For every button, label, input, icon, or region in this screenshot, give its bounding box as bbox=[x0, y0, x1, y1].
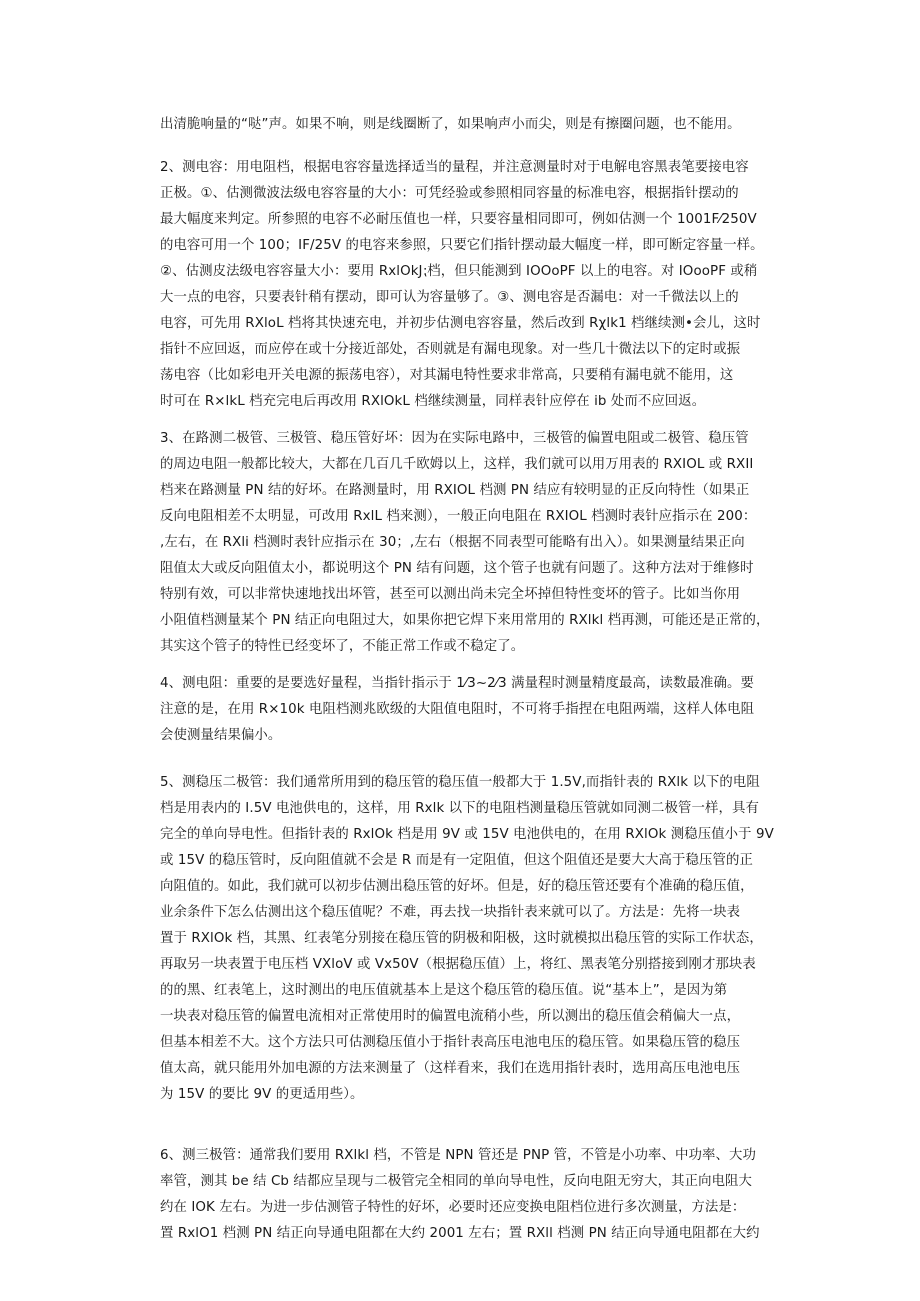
text-line: 反向电阻相差不太明显，可改用 RxlL 档来测），一般正向电阻在 RXIOL 档测时表针应指示在 200： bbox=[160, 509, 757, 524]
text-line: 值太高，就只能用外加电源的方法来测量了（这样看来，我们在选用指针表时，选用高压电池电压 bbox=[160, 1061, 741, 1076]
text-line: 置 RxlO1 档测 PN 结正向导通电阻都在大约 2001 左右；置 RXll 档测 PN 结正向导通电阻都在大约 bbox=[160, 1226, 760, 1241]
text-line: 或 15V 的稳压管时，反向阻值就不会是 R 而是有一定阻值，但这个阻值还是要大大高于稳压管的正 bbox=[160, 853, 753, 868]
text-line: 其实这个管子的特性已经变坏了，不能正常工作或不稳定了。 bbox=[160, 639, 525, 654]
text-line: 5、测稳压二极管：我们通常所用到的稳压管的稳压值一般都大于 1.5V,而指针表的 RXlk 以下的电阻 bbox=[160, 775, 760, 790]
text-line: 出清脆响量的“哒”声。如果不响，则是线圈断了，如果响声小而尖，则是有擦圈问题，也不能用。 bbox=[160, 117, 741, 132]
text-line: 置于 RXlOk 档，其黑、红表笔分别接在稳压管的阴极和阳极，这时就模拟出稳压管的实际工作状态， bbox=[160, 931, 763, 946]
text-line: 档来在路测量 PN 结的好坏。在路测量时，用 RXIOL 档测 PN 结应有较明显的正反向特性（如果正 bbox=[160, 483, 750, 498]
text-line: 向阻值的。如此，我们就可以初步估测出稳压管的好坏。但是，好的稳压管还要有个准确的稳压值， bbox=[160, 879, 754, 894]
paragraph-capacitor-test bbox=[160, 155, 810, 415]
text-line: 会使测量结果偏小。 bbox=[160, 728, 282, 743]
text-line: 阻值太大或反向阻值太小，都说明这个 PN 结有问题，这个管子也就有问题了。这种方法对于维修时 bbox=[160, 561, 754, 576]
paragraph-in-circuit-test bbox=[160, 426, 810, 660]
text-line: 为 15V 的要比 9V 的更适用些）。 bbox=[160, 1087, 364, 1102]
text-line: ,左右，在 RXli 档测时表针应指示在 30；,左右（根据不同表型可能略有出入）。如果测量结果正向 bbox=[160, 535, 745, 550]
text-line: 完全的单向导电性。但指针表的 RxlOk 档是用 9V 或 15V 电池供电的，在用 RXlOk 测稳压值小于 9V bbox=[160, 827, 774, 842]
text-line: 指针不应回返，而应停在或十分接近部处，否则就是有漏电现象。对一些几十微法以下的定时或振 bbox=[160, 342, 741, 357]
text-line: 率管，测其 be 结 Cb 结都应呈现与二极管完全相同的单向导电性，反向电阻无穷大，其正向电阻大 bbox=[160, 1174, 753, 1189]
text-line: 特别有效，可以非常快速地找出坏管，甚至可以测出尚未完全坏掉但特性变坏的管子。比如当你用 bbox=[160, 587, 741, 602]
text-line: 电容，可先用 RXloL 档将其快速充电，并初步估测电容容量，然后改到 Rχlk1 档继续测•会儿，这时 bbox=[160, 316, 761, 331]
text-line: 荡电容（比如彩电开关电源的振荡电容），对其漏电特性要求非常高，只要稍有漏电就不能用，这 bbox=[160, 368, 734, 383]
text-line: 的的黑、红表笔上，这时测出的电压值就基本上是这个稳压管的稳压值。说“基本上”，是因为第 bbox=[160, 983, 728, 998]
text-line: 4、测电阻：重要的是要选好量程，当指针指示于 1⁄3~2⁄3 满量程时测量精度最高，读数最准确。要 bbox=[160, 676, 754, 691]
text-line: 最大幅度来判定。所参照的电容不必耐压值也一样，只要容量相同即可，例如估测一个 1001F⁄250V bbox=[160, 212, 757, 227]
text-line: 3、在路测二极管、三极管、稳压管好坏：因为在实际电路中，三极管的偏置电阻或二极管、稳压管 bbox=[160, 431, 749, 446]
text-line: 大一点的电容，只要表针稍有摆动，即可认为容量够了。③、测电容是否漏电：对一千微法以上的 bbox=[160, 290, 739, 305]
text-line: 档是用表内的 I.5V 电池供电的，这样，用 Rxlk 以下的电阻档测量稳压管就如同测二极管一样，具有 bbox=[160, 801, 759, 816]
text-line: 6、测三极管：通常我们要用 RXlkl 档，不管是 NPN 管还是 PNP 管，不管是小功率、中功率、大功 bbox=[160, 1148, 756, 1163]
text-line: 2、测电容：用电阻档，根据电容容量选择适当的量程，并注意测量时对于电解电容黑表笔要接电容 bbox=[160, 160, 749, 175]
paragraph-resistor-test bbox=[160, 671, 810, 749]
text-line: 注意的是，在用 R×10k 电阻档测兆欧级的大阻值电阻时，不可将手指捏在电阻两端，这样人体电阻 bbox=[160, 702, 755, 717]
text-line: 小阻值档测量某个 PN 结正向电阻过大，如果你把它焊下来用常用的 RXlkl 档再测，可能还是正常的， bbox=[160, 613, 770, 628]
text-line: 正极。①、估测微波法级电容容量的大小：可凭经验或参照相同容量的标准电容，根据指针摆动的 bbox=[160, 186, 739, 201]
text-line: 时可在 R×lkL 档充完电后再改用 RXlOkL 档继续测量，同样表针应停在 ib 处而不应回返。 bbox=[160, 394, 706, 409]
paragraph-continuation bbox=[160, 112, 810, 138]
text-line: 的周边电阻一般都比较大，大都在几百几千欧姆以上，这样，我们就可以用万用表的 RXIOL 或 RXII bbox=[160, 457, 754, 472]
text-line: ②、估测皮法级电容容量大小：要用 RxlOkJ⁏档，但只能测到 IOOoPF 以上的电容。对 IOooPF 或稍 bbox=[160, 264, 758, 279]
paragraph-zener-test bbox=[160, 770, 810, 1108]
text-line: 约在 IOK 左右。为进一步估测管子特性的好坏，必要时还应变换电阻档位进行多次测量，方法是： bbox=[160, 1200, 746, 1215]
paragraph-transistor-test bbox=[160, 1143, 810, 1247]
text-line: 一块表对稳压管的偏置电流相对正常使用时的偏置电流稍小些，所以测出的稳压值会稍偏大一点， bbox=[160, 1009, 741, 1024]
text-line: 业余条件下怎么估测出这个稳压值呢？不难，再去找一块指针表来就可以了。方法是：先将一块表 bbox=[160, 905, 741, 920]
text-line: 再取另一块表置于电压档 VXloV 或 Vx50V（根据稳压值）上，将红、黑表笔分别搭接到刚才那块表 bbox=[160, 957, 756, 972]
text-line: 的电容可用一个 100；IF/25V 的电容来参照，只要它们指针摆动最大幅度一样，即可断定容量一样。 bbox=[160, 238, 764, 253]
text-line: 但基本相差不大。这个方法只可估测稳压值小于指针表高压电池电压的稳压管。如果稳压管的稳压 bbox=[160, 1035, 741, 1050]
